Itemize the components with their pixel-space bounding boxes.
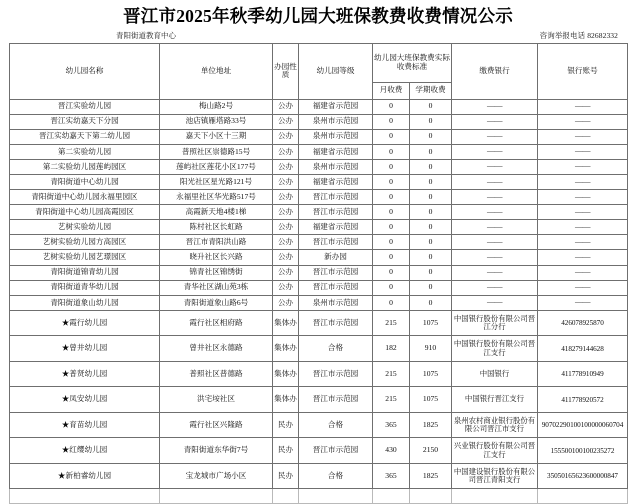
cell-account: 90702290100100000060704 — [538, 412, 628, 438]
cell-bank: —— — [452, 250, 538, 265]
column-header-grade: 幼儿园等级 — [299, 43, 373, 99]
cell-kindergarten-name: ★曾井幼儿园 — [10, 336, 160, 362]
cell-monthly-fee: 0 — [373, 144, 410, 159]
cell-monthly-fee: 0 — [373, 190, 410, 205]
cell-account: —— — [538, 205, 628, 220]
cell-account: —— — [538, 280, 628, 295]
cell-bank: 中国银行 — [452, 361, 538, 387]
cell-monthly-fee: 430 — [373, 438, 410, 464]
cell-nature: 民办 — [273, 463, 299, 489]
cell-nature: 公办 — [273, 280, 299, 295]
cell-grade: 福建省示范园 — [299, 99, 373, 114]
cell-monthly-fee: 0 — [373, 114, 410, 129]
cell-monthly-fee: 215 — [373, 361, 410, 387]
cell-term-fee: 0 — [410, 99, 452, 114]
cell-monthly-fee: 215 — [373, 387, 410, 413]
cell-kindergarten-name: 艺树实验幼儿园艺璟园区 — [10, 250, 160, 265]
cell-monthly-fee: 0 — [373, 235, 410, 250]
cell-address: 普照社区普德路 — [160, 361, 273, 387]
cell-account: —— — [538, 114, 628, 129]
cell-address: 霞行社区兴隆路 — [160, 412, 273, 438]
cell-term-fee: 0 — [410, 144, 452, 159]
cell-monthly-fee: 0 — [373, 295, 410, 310]
cell-account: 35050165623600000847 — [538, 463, 628, 489]
column-header-address: 单位地址 — [160, 43, 273, 99]
cell-grade: 晋江市示范园 — [299, 310, 373, 336]
cell-grade: 晋江市示范园 — [299, 361, 373, 387]
cell-kindergarten-name: 第二实验幼儿园 — [10, 144, 160, 159]
table-row — [10, 190, 628, 205]
column-header-name: 幼儿园名称 — [10, 43, 160, 99]
table-row — [10, 144, 628, 159]
cell-monthly-fee: 182 — [373, 336, 410, 362]
cell-address: 青华社区湖山苑3栋 — [160, 280, 273, 295]
cell-grade: 福建省示范园 — [299, 174, 373, 189]
cell-nature: 公办 — [273, 295, 299, 310]
table-header — [10, 43, 628, 99]
cell-kindergarten-name: 青阳街道锦青幼儿园 — [10, 265, 160, 280]
cell-nature: 民办 — [273, 438, 299, 464]
cell-grade: 泉州市示范园 — [299, 159, 373, 174]
cell-monthly-fee: 0 — [373, 220, 410, 235]
column-header-fee-term: 学期收费 — [410, 82, 452, 99]
cell-bank: 中国银行股份有限公司晋江分行 — [452, 310, 538, 336]
cell-bank: 中国银行晋江支行 — [452, 387, 538, 413]
cell-bank: —— — [452, 114, 538, 129]
table-row — [10, 463, 628, 489]
cell-grade: 泉州市示范园 — [299, 295, 373, 310]
cell-address: 莲屿社区莲花小区177号 — [160, 159, 273, 174]
cell-address: 青阳街道东华街7号 — [160, 438, 273, 464]
cell-nature: 公办 — [273, 114, 299, 129]
cell-grade: 晋江市示范园 — [299, 438, 373, 464]
cell-account: 418279144628 — [538, 336, 628, 362]
cell-address: 普照社区崇德路15号 — [160, 144, 273, 159]
cell-address: 阳光社区星光路121号 — [160, 174, 273, 189]
issuing-department: 青阳街道教育中心 — [116, 32, 176, 40]
cell-grade: 合格 — [299, 412, 373, 438]
cell-account: —— — [538, 250, 628, 265]
cell-grade: 泉州市示范园 — [299, 129, 373, 144]
cell-address: 高霞新天地4楼1梯 — [160, 205, 273, 220]
cell-monthly-fee: 0 — [373, 129, 410, 144]
cell-monthly-fee: 0 — [373, 159, 410, 174]
cell-nature: 集体办 — [273, 336, 299, 362]
cell-term-fee: 0 — [410, 190, 452, 205]
cell-empty — [160, 489, 273, 504]
cell-kindergarten-name: 青阳街道青华幼儿园 — [10, 280, 160, 295]
cell-monthly-fee: 0 — [373, 205, 410, 220]
cell-nature: 公办 — [273, 129, 299, 144]
table-row — [10, 361, 628, 387]
cell-grade: 福建省示范园 — [299, 144, 373, 159]
cell-kindergarten-name: ★霞行幼儿园 — [10, 310, 160, 336]
cell-term-fee: 1075 — [410, 310, 452, 336]
cell-account: —— — [538, 174, 628, 189]
cell-term-fee: 0 — [410, 220, 452, 235]
cell-account: —— — [538, 159, 628, 174]
cell-grade: 合格 — [299, 336, 373, 362]
table-container — [0, 43, 636, 504]
cell-address: 晋江市青阳洪山路 — [160, 235, 273, 250]
cell-nature: 公办 — [273, 250, 299, 265]
cell-kindergarten-name: 晋江实幼嘉天下第二幼儿园 — [10, 129, 160, 144]
cell-kindergarten-name: 青阳街道象山幼儿园 — [10, 295, 160, 310]
cell-term-fee: 0 — [410, 235, 452, 250]
cell-account: 411778920572 — [538, 387, 628, 413]
cell-kindergarten-name: ★红缨幼儿园 — [10, 438, 160, 464]
cell-kindergarten-name: 艺树实验幼儿园 — [10, 220, 160, 235]
cell-empty — [452, 489, 538, 504]
table-row — [10, 220, 628, 235]
cell-grade: 晋江市示范园 — [299, 265, 373, 280]
cell-grade: 晋江市示范园 — [299, 190, 373, 205]
cell-grade: 福建省示范园 — [299, 220, 373, 235]
column-header-fee-group: 幼儿园大班保教费实际收费标准 — [373, 43, 452, 82]
cell-nature: 民办 — [273, 412, 299, 438]
cell-address: 陈村社区长虹路 — [160, 220, 273, 235]
table-row — [10, 295, 628, 310]
table-row — [10, 235, 628, 250]
document-subheader — [0, 31, 636, 43]
cell-bank: —— — [452, 129, 538, 144]
cell-empty — [10, 489, 160, 504]
cell-term-fee: 0 — [410, 174, 452, 189]
table-body — [10, 99, 628, 504]
cell-nature: 公办 — [273, 144, 299, 159]
cell-account: 155500100100235272 — [538, 438, 628, 464]
table-row-blank — [10, 489, 628, 504]
cell-nature: 集体办 — [273, 310, 299, 336]
cell-bank: 泉州农村商业银行股份有限公司晋江市支行 — [452, 412, 538, 438]
cell-kindergarten-name: 第二实验幼儿园莲屿园区 — [10, 159, 160, 174]
cell-nature: 集体办 — [273, 387, 299, 413]
cell-term-fee: 1825 — [410, 463, 452, 489]
cell-kindergarten-name: 青阳街道中心幼儿园 — [10, 174, 160, 189]
cell-term-fee: 910 — [410, 336, 452, 362]
cell-bank: 中国建设银行股份有限公司晋江青阳支行 — [452, 463, 538, 489]
cell-address: 曾井社区永德路 — [160, 336, 273, 362]
cell-empty — [538, 489, 628, 504]
page-title: 晋江市2025年秋季幼儿园大班保教费收费情况公示 — [0, 0, 636, 31]
cell-nature: 集体办 — [273, 361, 299, 387]
cell-bank: —— — [452, 265, 538, 280]
cell-bank: —— — [452, 190, 538, 205]
cell-account: —— — [538, 235, 628, 250]
table-row — [10, 129, 628, 144]
cell-kindergarten-name: ★育苗幼儿园 — [10, 412, 160, 438]
cell-monthly-fee: 0 — [373, 250, 410, 265]
cell-term-fee: 0 — [410, 205, 452, 220]
cell-kindergarten-name: 晋江实幼嘉天下分园 — [10, 114, 160, 129]
table-row — [10, 412, 628, 438]
table-row — [10, 159, 628, 174]
cell-term-fee: 0 — [410, 159, 452, 174]
cell-address: 宝龙城市广场小区 — [160, 463, 273, 489]
cell-nature: 公办 — [273, 99, 299, 114]
cell-nature: 公办 — [273, 174, 299, 189]
fee-disclosure-table — [9, 43, 628, 504]
cell-account: —— — [538, 295, 628, 310]
column-header-account: 银行账号 — [538, 43, 628, 99]
cell-term-fee: 0 — [410, 129, 452, 144]
table-row — [10, 99, 628, 114]
cell-term-fee: 0 — [410, 295, 452, 310]
cell-address: 池店镇雁塔路33号 — [160, 114, 273, 129]
cell-nature: 公办 — [273, 190, 299, 205]
cell-address: 晓升社区长兴路 — [160, 250, 273, 265]
cell-term-fee: 2150 — [410, 438, 452, 464]
cell-address: 嘉天下小区十三期 — [160, 129, 273, 144]
cell-grade: 晋江市示范园 — [299, 205, 373, 220]
cell-bank: —— — [452, 280, 538, 295]
cell-address: 锦青社区锦绣街 — [160, 265, 273, 280]
cell-monthly-fee: 365 — [373, 463, 410, 489]
cell-grade: 新办园 — [299, 250, 373, 265]
table-row — [10, 250, 628, 265]
table-row — [10, 280, 628, 295]
cell-bank: —— — [452, 174, 538, 189]
cell-empty — [273, 489, 299, 504]
cell-bank: 中国银行股份有限公司晋江支行 — [452, 336, 538, 362]
column-header-bank: 缴费银行 — [452, 43, 538, 99]
cell-account: —— — [538, 265, 628, 280]
table-row — [10, 174, 628, 189]
table-row — [10, 265, 628, 280]
cell-nature: 公办 — [273, 159, 299, 174]
cell-account: —— — [538, 190, 628, 205]
cell-empty — [299, 489, 373, 504]
cell-bank: —— — [452, 295, 538, 310]
cell-account: —— — [538, 144, 628, 159]
table-row — [10, 438, 628, 464]
cell-term-fee: 1825 — [410, 412, 452, 438]
cell-address: 梅山路2号 — [160, 99, 273, 114]
cell-bank: —— — [452, 144, 538, 159]
cell-term-fee: 0 — [410, 250, 452, 265]
cell-account: —— — [538, 99, 628, 114]
cell-bank: —— — [452, 159, 538, 174]
cell-monthly-fee: 215 — [373, 310, 410, 336]
cell-kindergarten-name: 青阳街道中心幼儿园永福里园区 — [10, 190, 160, 205]
cell-bank: 兴业银行股份有限公司晋江支行 — [452, 438, 538, 464]
cell-term-fee: 0 — [410, 265, 452, 280]
cell-kindergarten-name: 晋江实验幼儿园 — [10, 99, 160, 114]
cell-empty — [410, 489, 452, 504]
cell-grade: 晋江市示范园 — [299, 280, 373, 295]
cell-term-fee: 1075 — [410, 387, 452, 413]
column-header-fee-month: 月收费 — [373, 82, 410, 99]
cell-nature: 公办 — [273, 205, 299, 220]
cell-term-fee: 1075 — [410, 361, 452, 387]
cell-account: —— — [538, 129, 628, 144]
cell-term-fee: 0 — [410, 280, 452, 295]
cell-bank: —— — [452, 220, 538, 235]
table-row — [10, 336, 628, 362]
cell-monthly-fee: 0 — [373, 99, 410, 114]
cell-term-fee: 0 — [410, 114, 452, 129]
cell-bank: —— — [452, 205, 538, 220]
cell-address: 洪宅垵社区 — [160, 387, 273, 413]
cell-kindergarten-name: 青阳街道中心幼儿园高霞园区 — [10, 205, 160, 220]
cell-grade: 泉州市示范园 — [299, 114, 373, 129]
cell-kindergarten-name: 艺树实验幼儿园方高园区 — [10, 235, 160, 250]
table-row — [10, 114, 628, 129]
cell-grade: 晋江市示范园 — [299, 235, 373, 250]
cell-address: 霞行社区相府路 — [160, 310, 273, 336]
cell-nature: 公办 — [273, 265, 299, 280]
cell-kindergarten-name: ★凤安幼儿园 — [10, 387, 160, 413]
report-hotline: 咨询举报电话 82682332 — [540, 32, 618, 40]
cell-monthly-fee: 0 — [373, 265, 410, 280]
cell-account: 426078925870 — [538, 310, 628, 336]
cell-kindergarten-name: ★新柏睿幼儿园 — [10, 463, 160, 489]
cell-monthly-fee: 365 — [373, 412, 410, 438]
cell-grade: 晋江市示范园 — [299, 387, 373, 413]
column-header-nature: 办园性质 — [273, 43, 299, 99]
cell-nature: 公办 — [273, 235, 299, 250]
cell-account: —— — [538, 220, 628, 235]
cell-empty — [373, 489, 410, 504]
cell-account: 411778910949 — [538, 361, 628, 387]
cell-kindergarten-name: ★普贤幼儿园 — [10, 361, 160, 387]
cell-address: 青阳街道象山路6号 — [160, 295, 273, 310]
cell-bank: —— — [452, 99, 538, 114]
cell-grade: 合格 — [299, 463, 373, 489]
table-row — [10, 387, 628, 413]
table-row — [10, 205, 628, 220]
cell-bank: —— — [452, 235, 538, 250]
table-row — [10, 310, 628, 336]
cell-nature: 公办 — [273, 220, 299, 235]
cell-monthly-fee: 0 — [373, 280, 410, 295]
cell-address: 永福里社区华光路517号 — [160, 190, 273, 205]
cell-monthly-fee: 0 — [373, 174, 410, 189]
